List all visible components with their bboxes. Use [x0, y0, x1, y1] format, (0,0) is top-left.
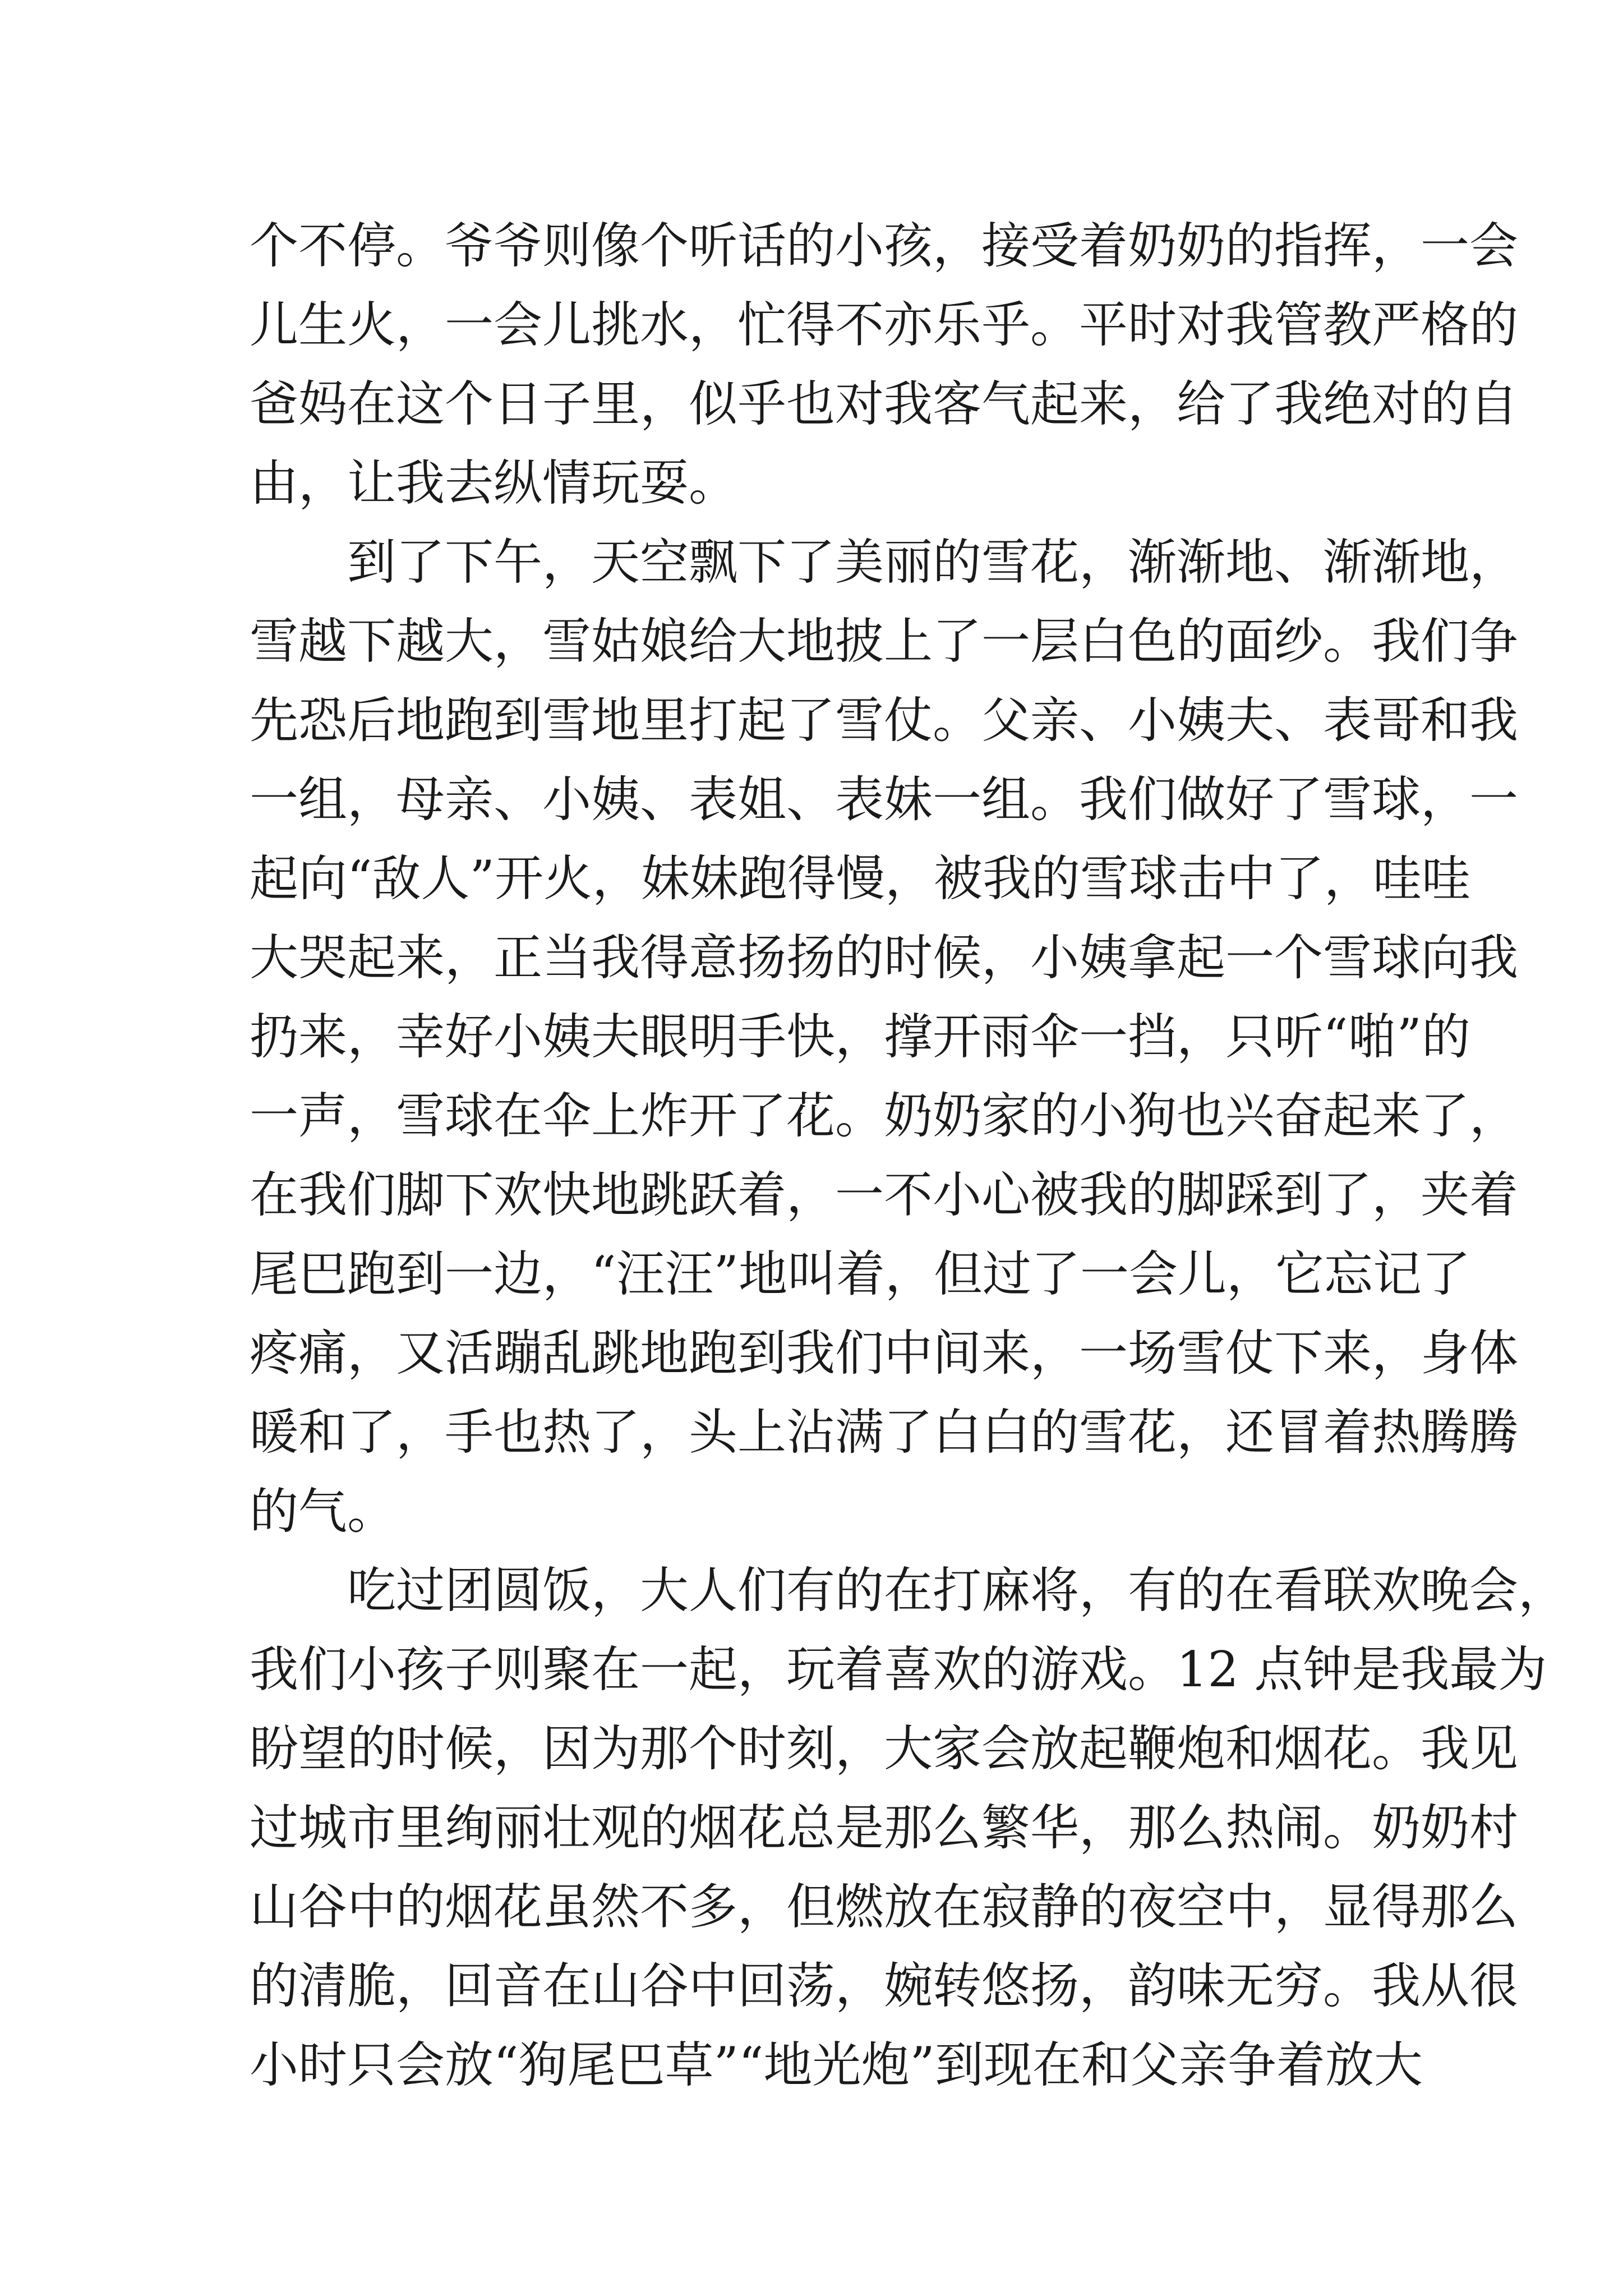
- text-line: 尾巴跑到一边，“汪汪”地叫着，但过了一会儿，它忘记了: [250, 1245, 1470, 1303]
- text-line: 的清脆，回音在山谷中回荡，婉转悠扬，韵味无穷。我从很: [250, 1957, 1518, 2014]
- text-line: 爸妈在这个日子里，似乎也对我客气起来，给了我绝对的自: [250, 375, 1518, 432]
- text-line: 疼痛，又活蹦乱跳地跑到我们中间来，一场雪仗下来，身体: [250, 1324, 1518, 1382]
- text-line: 到了下午，天空飘下了美丽的雪花，渐渐地、渐渐地，: [347, 533, 1518, 591]
- text-line: 由，让我去纵情玩耍。: [250, 454, 737, 512]
- paragraph-1: [250, 206, 1518, 523]
- text-line: 一声，雪球在伞上炸开了花。奶奶家的小狗也兴奋起来了，: [250, 1087, 1518, 1144]
- text-line: 暖和了，手也热了，头上沾满了白白的雪花，还冒着热腾腾: [250, 1404, 1518, 1461]
- text-line: 一组，母亲、小姨、表姐、表妹一组。我们做好了雪球，一: [250, 771, 1518, 828]
- text-line: 山谷中的烟花虽然不多，但燃放在寂静的夜空中，显得那么: [250, 1878, 1518, 1935]
- text-line: 的气。: [250, 1483, 396, 1540]
- text-line: 扔来，幸好小姨夫眼明手快，撑开雨伞一挡，只听“啪”的: [250, 1008, 1470, 1065]
- text-line: 盼望的时候，因为那个时刻，大家会放起鞭炮和烟花。我见: [250, 1720, 1518, 1777]
- text-line: 个不停。爷爷则像个听话的小孩，接受着奶奶的指挥，一会: [250, 217, 1518, 274]
- text-line: 过城市里绚丽壮观的烟花总是那么繁华，那么热闹。奶奶村: [250, 1799, 1518, 1856]
- text-line: 在我们脚下欢快地跳跃着，一不小心被我的脚踩到了，夹着: [250, 1166, 1518, 1223]
- paragraph-2: [250, 523, 1518, 1551]
- text-line: 我们小孩子则聚在一起，玩着喜欢的游戏。12 点钟是我最为: [250, 1641, 1547, 1698]
- text-line: 小时只会放“狗尾巴草”“地光炮”到现在和父亲争着放大: [250, 2036, 1423, 2093]
- paragraph-3: [250, 1551, 1567, 2105]
- text-line: 雪越下越大，雪姑娘给大地披上了一层白色的面纱。我们争: [250, 613, 1518, 670]
- text-line: 大哭起来，正当我得意扬扬的时候，小姨拿起一个雪球向我: [250, 929, 1518, 986]
- text-line: 起向“敌人”开火，妹妹跑得慢，被我的雪球击中了，哇哇: [250, 850, 1470, 907]
- text-line: 吃过团圆饭，大人们有的在打麻将，有的在看联欢晚会，: [347, 1562, 1567, 1619]
- body-text: [250, 206, 1567, 2105]
- text-line: 先恐后地跑到雪地里打起了雪仗。父亲、小姨夫、表哥和我: [250, 692, 1518, 749]
- text-line: 儿生火，一会儿挑水，忙得不亦乐乎。平时对我管教严格的: [250, 296, 1518, 353]
